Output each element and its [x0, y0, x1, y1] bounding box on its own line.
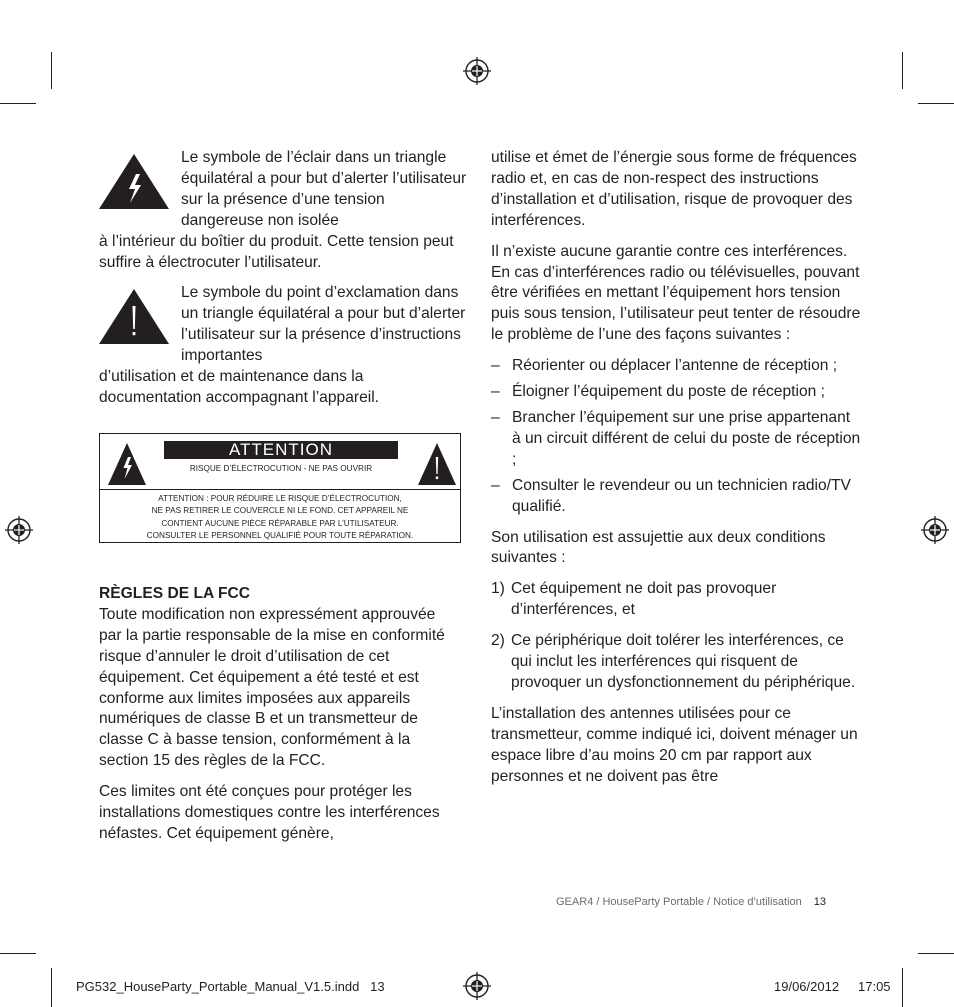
warning-line: ATTENTION : POUR RÉDUIRE LE RISQUE D’ÉLECTROCUTION,	[158, 494, 402, 503]
slug-file-name: PG532_HouseParty_Portable_Manual_V1.5.indd 13	[76, 979, 385, 994]
fcc-section	[99, 584, 461, 845]
list-item	[491, 476, 861, 518]
body-paragraph: Il n’existe aucune garantie contre ces interférences. En cas d’interférences radio ou télévisuelles, pouvant être vérifiées en mettant l’équipement hors tension puis sous tension, l’utilisateur peut tenter de résoudre le problème de l’une des façons suivantes :	[491, 242, 861, 344]
fcc-heading: RÈGLES DE LA FCC	[99, 585, 251, 602]
dash-marker: –	[491, 476, 500, 494]
exclamation-text-lead: Le symbole du point d’exclamation dans un triangle équilatéral a pour but d’alerter l’utilisateur sur la présence d’instructions importantes	[181, 284, 466, 365]
list-item-text: Éloigner l’équipement du poste de réception ;	[512, 383, 825, 401]
crop-mark-top-left-vertical	[51, 52, 52, 89]
running-title: GEAR4 / HouseParty Portable / Notice d’utilisation	[556, 896, 802, 908]
slug-date: 19/06/2012	[774, 979, 840, 994]
condition-item	[491, 631, 861, 694]
condition-text: Cet équipement ne doit pas provoquer d’interférences, et	[511, 580, 777, 619]
warning-line: CONTIENT AUCUNE PIÈCE RÉPARABLE PAR L’UTILISATEUR.	[161, 518, 399, 528]
registration-mark-left-icon	[4, 515, 34, 545]
exclamation-text-rest: d’utilisation et de maintenance dans la documentation accompagnant l’appareil.	[99, 368, 380, 406]
lightning-symbol-block	[99, 148, 469, 273]
list-item-text: Consulter le revendeur ou un technicien radio/TV qualifié.	[512, 476, 851, 515]
crop-mark-bottom-left-vertical	[51, 968, 52, 1007]
left-column	[99, 148, 469, 409]
lightning-triangle-icon	[99, 154, 169, 209]
registration-mark-right-icon	[920, 515, 950, 545]
lightning-text-rest: à l’intérieur du boîtier du produit. Cette tension peut suffire à électrocuter l’utilisateur.	[99, 232, 454, 271]
electric-shock-warning-box	[99, 433, 461, 543]
exclamation-triangle-icon	[99, 289, 169, 344]
body-paragraph: L’installation des antennes utilisées pour ce transmetteur, comme indiqué ici, doivent ménager un espace libre d’au moins 20 cm par rapport aux personnes et ne doivent pas être	[491, 704, 858, 785]
list-item-text: Brancher l’équipement sur une prise appartenant à un circuit différent de celui du poste de réception ;	[512, 408, 861, 468]
right-column	[491, 148, 861, 787]
crop-mark-top-left-horizontal	[0, 103, 36, 104]
warning-instructions	[104, 493, 456, 542]
warning-box-divider	[100, 489, 460, 490]
condition-item	[491, 579, 861, 621]
page-footer	[556, 895, 826, 909]
slug-time: 17:05	[858, 979, 891, 994]
fcc-paragraph: Toute modification non expressément approuvée par la partie responsable de la mise en conformité risque d’annuler le droit d’utilisation de cet équipement. Cet équipement a été testé et est conforme aux limites imposées aux appareils numériques de classe B et un transmetteur de classe C à basse tension, conformément à la section 15 des règles de la FCC.	[99, 605, 445, 770]
list-item-text: Réorienter ou déplacer l’antenne de réception ;	[512, 357, 838, 375]
dash-marker: –	[491, 408, 500, 426]
body-paragraph: utilise et émet de l’énergie sous forme de fréquences radio et, en cas de non-respect des instructions d’installation et d’utilisation, risque de provoquer des interférences.	[491, 149, 857, 229]
risk-line: RISQUE D’ÉLECTROCUTION - NE PAS OUVRIR	[189, 464, 373, 473]
crop-mark-top-right-vertical	[902, 52, 903, 89]
warning-line: CONSULTER LE PERSONNEL QUALIFIÉ POUR TOUTE RÉPARATION.	[146, 530, 414, 540]
condition-marker: 2)	[491, 632, 505, 650]
condition-text: Ce périphérique doit tolérer les interférences, ce qui inclut les interférences qui risquent de provoquer un dysfonctionnement du périphérique.	[511, 632, 856, 691]
page-number: 13	[813, 896, 827, 908]
dash-marker: –	[491, 383, 500, 401]
list-item	[491, 356, 861, 377]
condition-marker: 1)	[491, 580, 505, 598]
exclamation-triangle-icon	[418, 443, 456, 485]
fcc-paragraph: Ces limites ont été conçues pour protéger les installations domestiques contre les interférences néfastes. Cet équipement génère,	[99, 783, 440, 842]
lightning-triangle-icon	[108, 443, 146, 485]
dash-marker: –	[491, 357, 500, 375]
list-item	[491, 382, 861, 403]
crop-mark-bottom-right-vertical	[902, 968, 903, 1007]
attention-title: ATTENTION	[164, 441, 398, 459]
body-paragraph: Son utilisation est assujettie aux deux conditions suivantes :	[491, 528, 826, 567]
measures-list	[491, 356, 861, 517]
registration-mark-bottom-icon	[462, 971, 492, 1001]
list-item	[491, 408, 861, 471]
crop-mark-top-right-horizontal	[918, 103, 954, 104]
registration-mark-top-icon	[462, 56, 492, 86]
crop-mark-bottom-left-horizontal	[0, 953, 36, 954]
lightning-text-lead: Le symbole de l’éclair dans un triangle équilatéral a pour but d’alerter l’utilisateur sur la présence d’une tension dangereuse non isolée	[181, 149, 467, 229]
warning-line: NE PAS RETIRER LE COUVERCLE NI LE FOND. CET APPAREIL NE	[151, 506, 409, 516]
exclamation-symbol-block	[99, 283, 469, 408]
crop-mark-bottom-right-horizontal	[918, 953, 954, 954]
